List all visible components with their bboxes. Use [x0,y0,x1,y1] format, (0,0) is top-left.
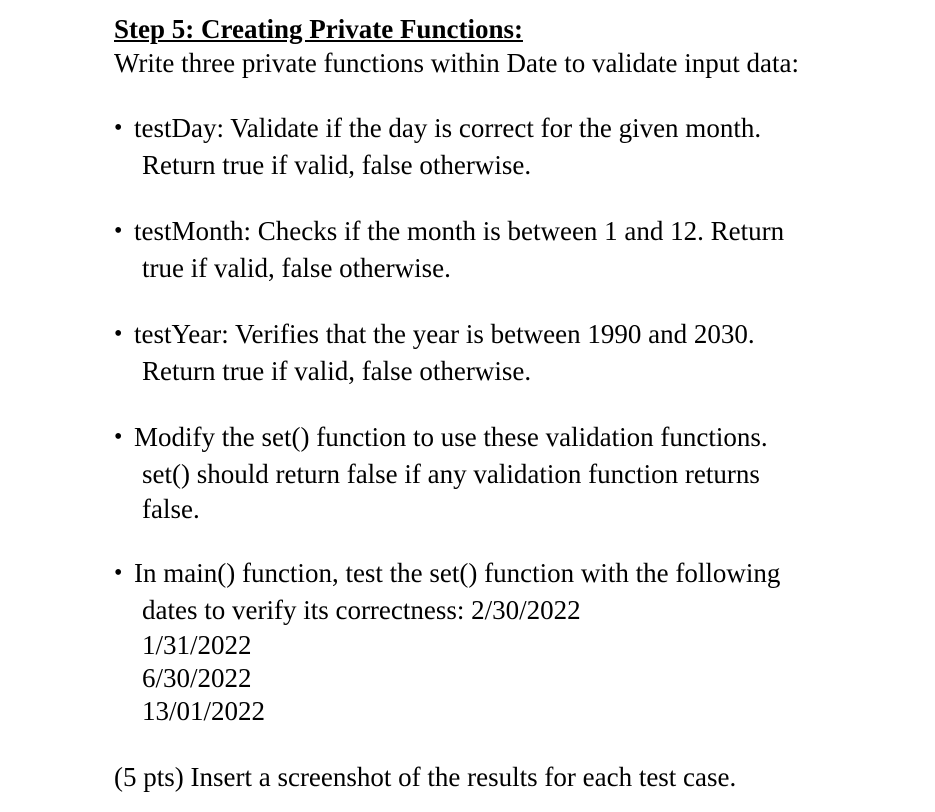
bullet-dot: • [114,218,123,244]
test-date: 13/01/2022 [142,696,266,726]
bullet-line: In main() function, test the set() function with the following [134,558,781,588]
bullet-dot: • [114,560,123,586]
test-date: 1/31/2022 [142,630,252,660]
bullet-test-year [114,316,914,390]
document-body [114,12,914,794]
bullet-dot: • [114,424,123,450]
bullet-line: true if valid, false otherwise. [142,253,451,283]
bullet-line: false. [142,494,200,524]
bullet-test-month [114,213,914,287]
bullet-test-day [114,110,914,184]
bullet-line: Modify the set() function to use these validation functions. [134,422,768,452]
bullet-dot: • [114,321,123,347]
footer-instruction: (5 pts) Insert a screenshot of the results for each test case. [114,762,737,792]
step-heading: Step 5: Creating Private Functions: [114,14,523,44]
bullet-line: testYear: Verifies that the year is between 1990 and 2030. [134,319,755,349]
bullet-test-main [114,555,914,728]
test-date: 6/30/2022 [142,663,252,693]
intro-text: Write three private functions within Date to validate input data: [114,48,799,78]
bullet-line: testMonth: Checks if the month is between 1 and 12. Return [134,216,785,246]
bullet-line: dates to verify its correctness: 2/30/2022 [142,595,581,625]
bullet-dot: • [114,115,123,141]
bullet-line: Return true if valid, false otherwise. [142,150,532,180]
bullet-modify-set [114,419,914,526]
bullet-line: testDay: Validate if the day is correct for the given month. [134,113,762,143]
bullet-line: Return true if valid, false otherwise. [142,356,532,386]
bullet-line: set() should return false if any validation function returns [142,459,760,489]
